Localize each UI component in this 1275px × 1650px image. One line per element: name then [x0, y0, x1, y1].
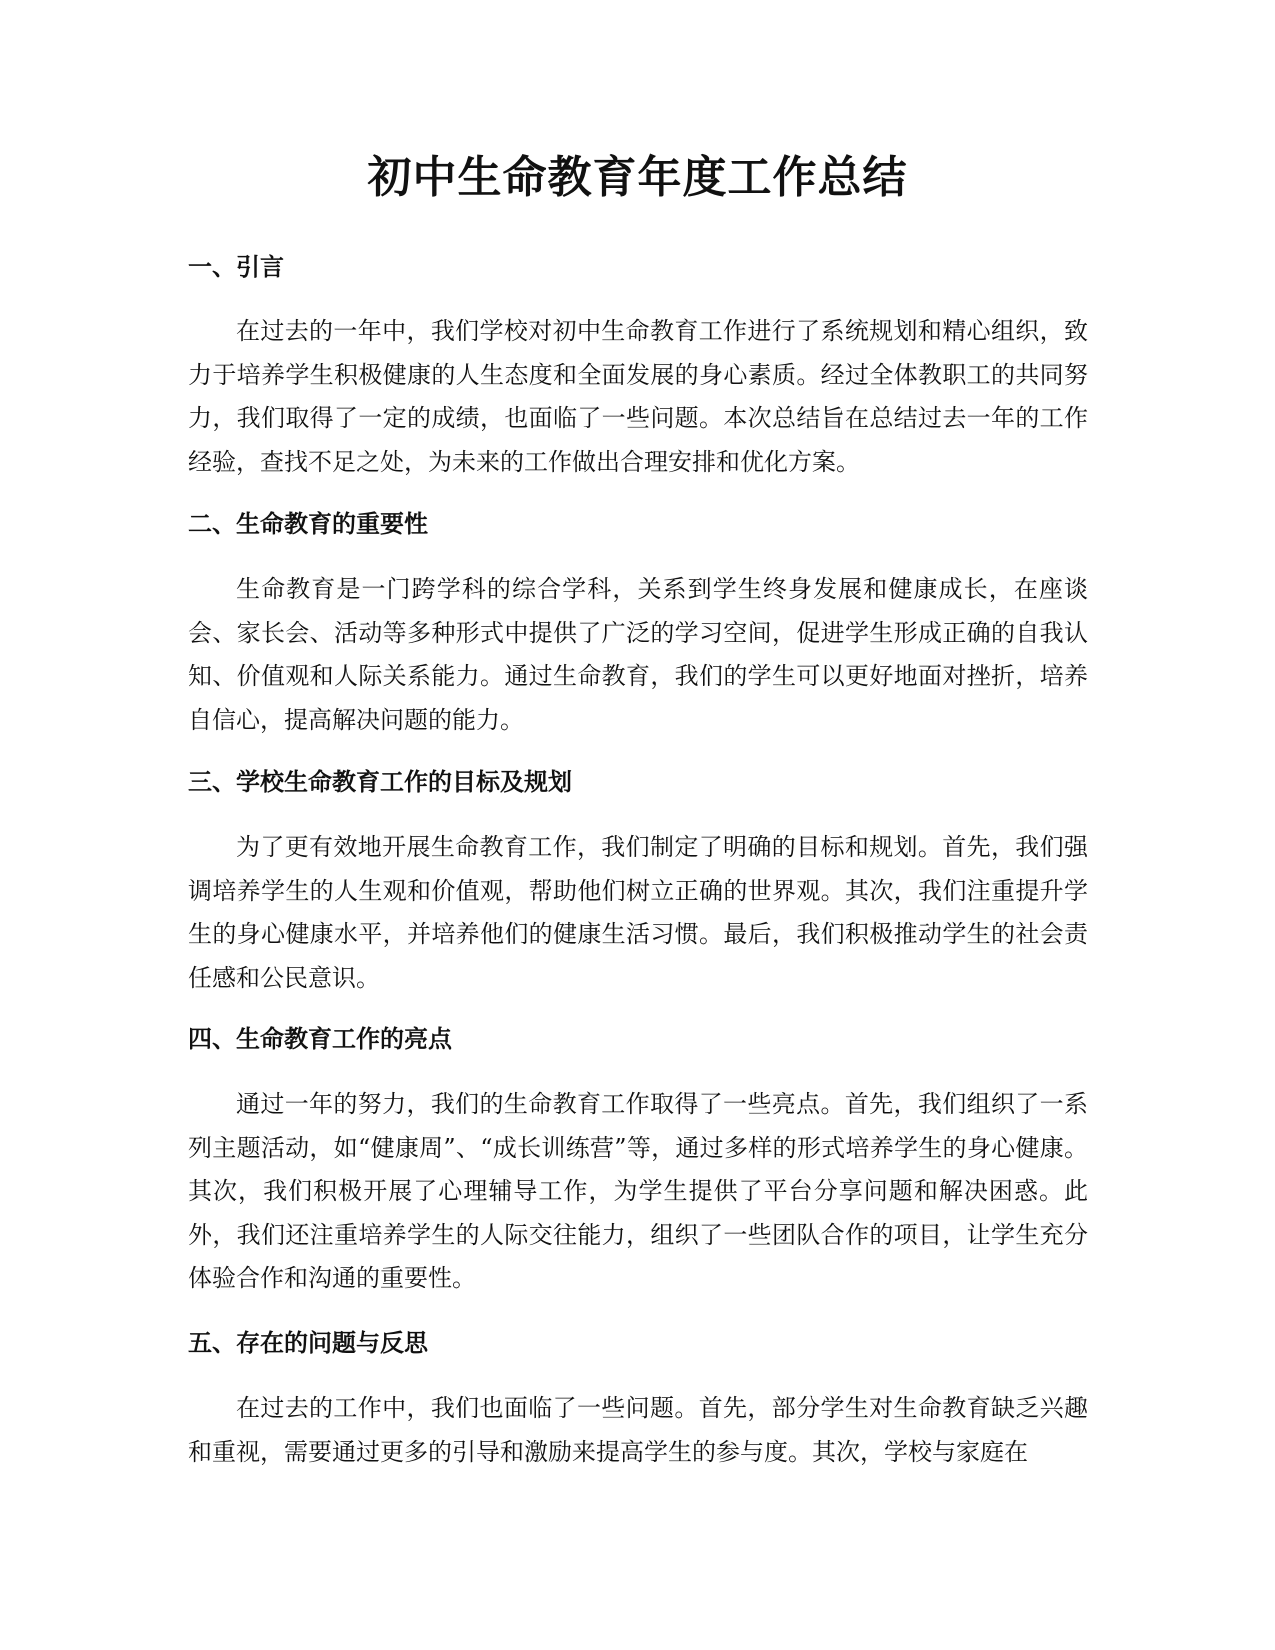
section-heading-highlights: 四、生命教育工作的亮点	[188, 1025, 452, 1053]
section-heading-importance: 二、生命教育的重要性	[188, 510, 428, 538]
section-paragraph-goals: 为了更有效地开展生命教育工作，我们制定了明确的目标和规划。首先，我们强调培养学生的人生观和价值观，帮助他们树立正确的世界观。其次，我们注重提升学生的身心健康水平，并培养他们的健康生活习惯。最后，我们积极推动学生的社会责任感和公民意识。	[188, 833, 1088, 992]
section-heading-introduction: 一、引言	[188, 253, 284, 281]
document-title: 初中生命教育年度工作总结	[367, 152, 908, 203]
section-paragraph-highlights: 通过一年的努力，我们的生命教育工作取得了一些亮点。首先，我们组织了一系列主题活动，如“健康周”、“成长训练营”等，通过多样的形式培养学生的身心健康。其次，我们积极开展了心理辅导工作，为学生提供了平台分享问题和解决困惑。此外，我们还注重培养学生的人际交往能力，组织了一些团队合作的项目，让学生充分体验合作和沟通的重要性。	[188, 1090, 1088, 1292]
section-heading-goals: 三、学校生命教育工作的目标及规划	[188, 768, 572, 796]
section-paragraph-importance: 生命教育是一门跨学科的综合学科，关系到学生终身发展和健康成长，在座谈会、家长会、活动等多种形式中提供了广泛的学习空间，促进学生形成正确的自我认知、价值观和人际关系能力。通过生命教育，我们的学生可以更好地面对挫折，培养自信心，提高解决问题的能力。	[188, 575, 1088, 734]
section-heading-problems: 五、存在的问题与反思	[188, 1329, 428, 1357]
section-paragraph-problems: 在过去的工作中，我们也面临了一些问题。首先，部分学生对生命教育缺乏兴趣和重视，需要通过更多的引导和激励来提高学生的参与度。其次，学校与家庭在	[188, 1394, 1088, 1466]
section-paragraph-introduction: 在过去的一年中，我们学校对初中生命教育工作进行了系统规划和精心组织，致力于培养学生积极健康的人生态度和全面发展的身心素质。经过全体教职工的共同努力，我们取得了一定的成绩，也面临了一些问题。本次总结旨在总结过去一年的工作经验，查找不足之处，为未来的工作做出合理安排和优化方案。	[188, 317, 1088, 476]
